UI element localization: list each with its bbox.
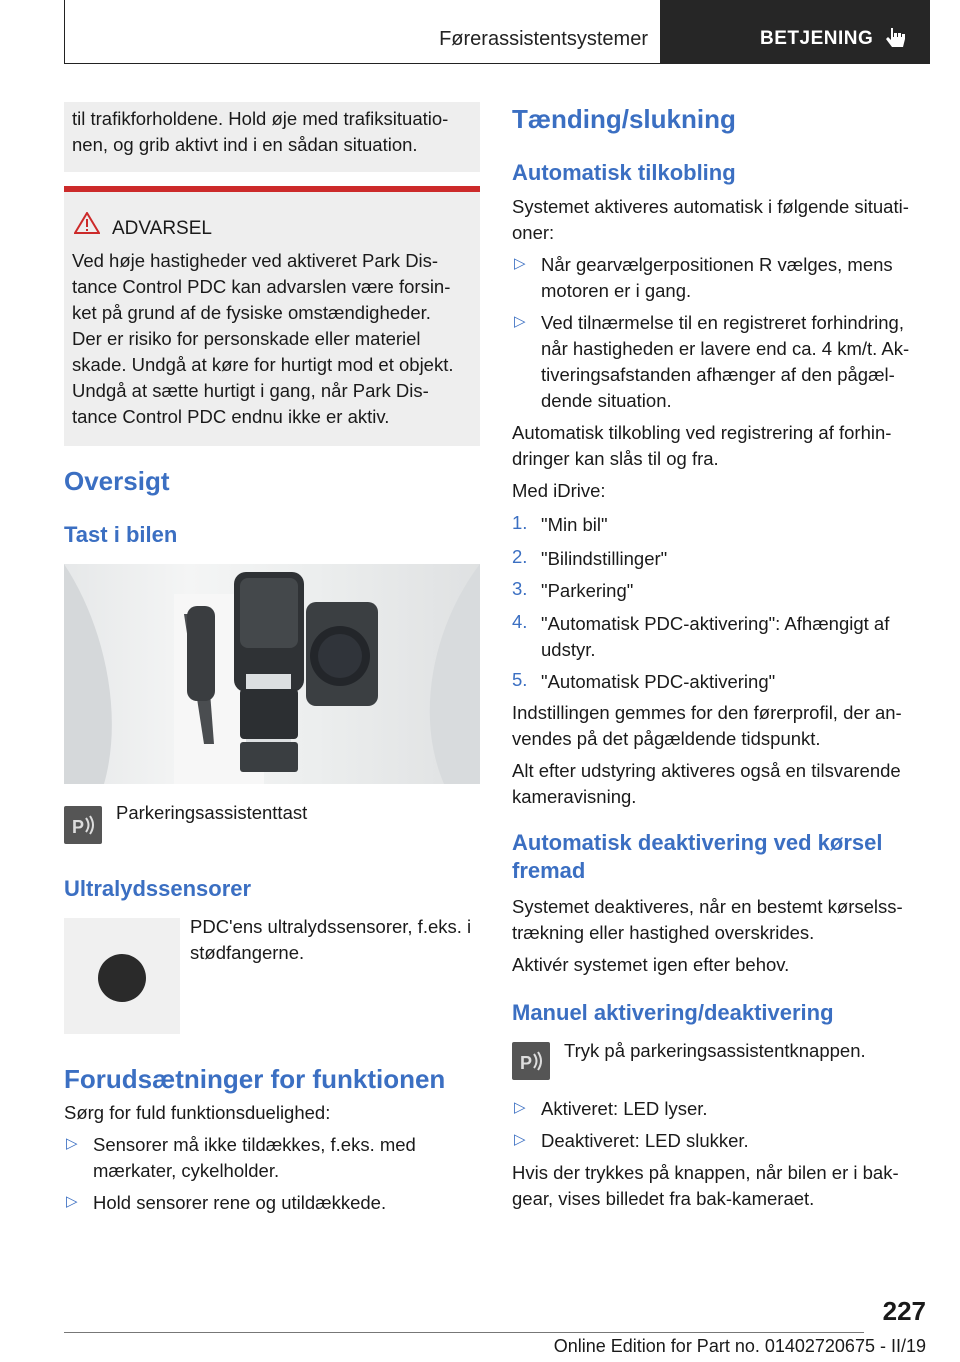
svg-text:P: P xyxy=(72,817,85,837)
intro-line: nen, og grib aktivt ind i en sådan situation. xyxy=(72,134,418,155)
intro-note-box xyxy=(64,102,480,172)
manual-text: Tryk på parkeringsassistentknappen. xyxy=(564,1040,866,1061)
para-line: Indstillingen gemmes for den førerprofil, der an- xyxy=(512,702,902,723)
auto-off-heading: fremad xyxy=(512,858,586,883)
intro-line: til trafikforholdene. Hold øje med trafiksituatio- xyxy=(72,108,449,129)
warning-line: Ved høje hastigheder ved aktiveret Park Dis- xyxy=(72,250,439,271)
prereq-line: Hold sensorer rene og utildækkede. xyxy=(93,1192,387,1213)
step-number: 3. xyxy=(512,578,528,599)
warning-line: ket på grund af de fysiske omstændigheder. xyxy=(72,302,431,323)
overview-heading: Oversigt xyxy=(64,466,170,496)
para-line: Aktivér systemet igen efter behov. xyxy=(512,954,790,975)
para-line: Alt efter udstyring aktiveres også en tilsvarende xyxy=(512,760,901,781)
step-line: udstyr. xyxy=(541,639,596,660)
warning-line: tance Control PDC kan advarslen være forsin- xyxy=(72,276,451,297)
sensor-line: PDC'ens ultralydssensorer, f.eks. i xyxy=(190,916,472,937)
step-line: "Automatisk PDC-aktivering": Afhængigt af xyxy=(541,613,890,634)
button-caption: Parkeringsassistenttast xyxy=(116,802,308,823)
step-number: 2. xyxy=(512,546,528,567)
para-line: gear, vises billedet fra bak-kameraet. xyxy=(512,1188,815,1209)
step-line: "Bilindstillinger" xyxy=(541,548,668,569)
button-heading: Tast i bilen xyxy=(64,522,178,547)
step-number: 5. xyxy=(512,669,528,690)
para-line: dringer kan slås til og fra. xyxy=(512,448,719,469)
pointing-hand-icon xyxy=(885,26,907,52)
step-line: "Automatisk PDC-aktivering" xyxy=(541,671,776,692)
list-line: Deaktiveret: LED slukker. xyxy=(541,1130,749,1151)
para-line: trækning eller hastighed overskrides. xyxy=(512,922,815,943)
console-photo xyxy=(64,564,480,784)
bullet-icon: ▷ xyxy=(514,1131,526,1148)
warning-line: tance Control PDC endnu ikke er aktiv. xyxy=(72,406,390,427)
prereq-line: mærkater, cykelholder. xyxy=(93,1160,280,1181)
warning-title: ADVARSEL xyxy=(112,218,212,239)
para-line: Systemet deaktiveres, når en bestemt kørselss- xyxy=(512,896,903,917)
parking-assist-button-icon xyxy=(64,806,102,844)
list-line: Når gearvælgerpositionen R vælges, mens xyxy=(541,254,893,275)
warning-box xyxy=(64,186,480,446)
bullet-icon: ▷ xyxy=(514,313,526,330)
warning-line: Undgå at sætte hurtigt i gang, når Park Dis- xyxy=(72,380,429,401)
footer-edition: Online Edition for Part no. 01402720675 - II/19 xyxy=(553,1336,926,1356)
chapter-tab xyxy=(660,0,930,64)
auto-on-heading: Automatisk tilkobling xyxy=(512,160,736,185)
page-number: 227 xyxy=(882,1296,926,1326)
step-number: 4. xyxy=(512,611,528,632)
warning-triangle-icon xyxy=(74,212,100,234)
list-line: dende situation. xyxy=(541,390,672,411)
list-line: når hastigheden er lavere end ca. 4 km/t. Ak- xyxy=(541,338,910,359)
warning-line: skade. Undgå at køre for hurtigt mod et objekt. xyxy=(72,354,454,375)
para-line: oner: xyxy=(512,222,555,243)
para-line: kameravisning. xyxy=(512,786,637,807)
parking-assist-button-icon xyxy=(512,1042,550,1080)
bullet-icon: ▷ xyxy=(66,1193,78,1210)
list-line: Aktiveret: LED lyser. xyxy=(541,1098,708,1119)
warning-line: Der er risiko for personskade eller materiel xyxy=(72,328,421,349)
step-number: 1. xyxy=(512,512,528,533)
prereq-line: Sensorer må ikke tildækkes, f.eks. med xyxy=(93,1134,416,1155)
para-line: vendes på det pågældende tidspunkt. xyxy=(512,728,821,749)
bullet-icon: ▷ xyxy=(66,1135,78,1152)
svg-text:P: P xyxy=(520,1053,533,1073)
list-line: Ved tilnærmelse til en registreret forhindring, xyxy=(541,312,904,333)
sensor-line: stødfangerne. xyxy=(190,942,305,963)
para-line: Hvis der trykkes på knappen, når bilen er i bak- xyxy=(512,1162,899,1183)
footer-rule xyxy=(64,1332,864,1333)
auto-off-heading: Automatisk deaktivering ved kørsel xyxy=(512,830,883,855)
prereq-heading: Forudsætninger for funktionen xyxy=(64,1064,446,1094)
sensor-photo xyxy=(64,918,180,1034)
list-line: tiveringsafstanden afhænger af den pågæl- xyxy=(541,364,895,385)
step-line: "Min bil" xyxy=(541,514,608,535)
para-line: Med iDrive: xyxy=(512,480,606,501)
manual-heading: Manuel aktivering/deaktivering xyxy=(512,1000,834,1025)
main-heading: Tænding/slukning xyxy=(512,104,736,134)
bullet-icon: ▷ xyxy=(514,255,526,272)
para-line: Automatisk tilkobling ved registrering af forhin- xyxy=(512,422,892,443)
step-line: "Parkering" xyxy=(541,580,634,601)
section-title: Førerassistentsystemer xyxy=(439,28,648,50)
para-line: Systemet aktiveres automatisk i følgende situati- xyxy=(512,196,909,217)
sensor-heading: Ultralydssensorer xyxy=(64,876,252,901)
bullet-icon: ▷ xyxy=(514,1099,526,1116)
prereq-intro: Sørg for fuld funktionsduelighed: xyxy=(64,1102,331,1123)
list-line: motoren er i gang. xyxy=(541,280,692,301)
chapter-title: BETJENING xyxy=(760,28,874,49)
